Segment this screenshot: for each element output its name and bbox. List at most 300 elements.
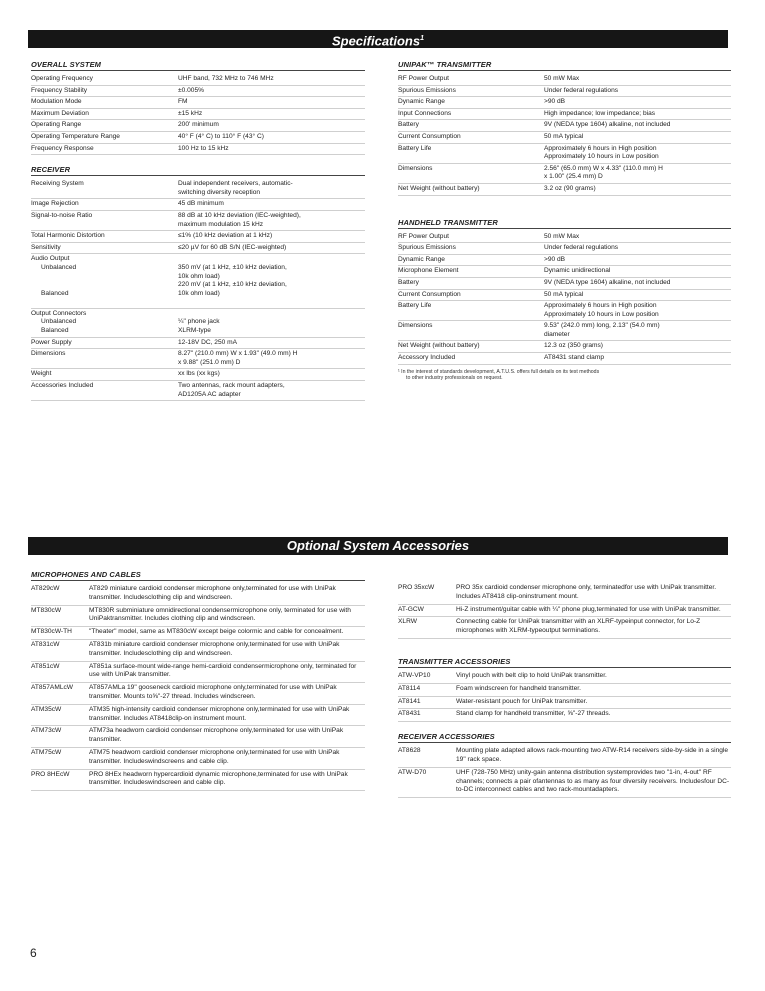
accessory-description-line: MT830R subminiature omnidirectional condenser <box>89 606 233 614</box>
accessory-model: ATM35cW <box>31 705 62 713</box>
accessory-model: MT830cW-TH <box>31 628 72 636</box>
spec-value-line: ¼" phone jack <box>178 318 220 326</box>
spec-value-line: 350 mV (at 1 kHz, ±10 kHz deviation, <box>178 263 287 271</box>
spec-row <box>31 211 365 231</box>
spec-row <box>398 120 731 132</box>
spec-value <box>544 279 731 288</box>
spec-label-text: Frequency Response <box>31 144 94 152</box>
spec-row <box>31 144 365 156</box>
spec-row <box>31 349 365 369</box>
spec-value-line: Approximately 10 hours in Low position <box>544 153 659 161</box>
spec-value-line: 10k ohm load) <box>178 289 220 297</box>
spec-row <box>398 74 731 86</box>
spec-label <box>398 98 544 107</box>
accessory-row <box>31 606 365 628</box>
spec-label-text: Sensitivity <box>31 243 61 251</box>
spec-value-line: ≤20 µV for 60 dB S/N (IEC-weighted) <box>178 243 287 251</box>
spec-value-line: 9.53" (242.0 mm) long, 2.13" (54.0 mm) <box>544 322 660 330</box>
spec-value <box>178 370 365 379</box>
transmitter-accessories-rows <box>398 671 731 722</box>
spec-value <box>544 145 731 162</box>
footnote-line: ¹ In the interest of standards development, A.T.U.S. offers full details on its test methods <box>398 368 600 375</box>
accessory-description-line: antennas to as many as four diversity receivers. Includes <box>538 777 705 785</box>
spec-value-line: switching diversity reception <box>178 188 261 196</box>
spec-value <box>544 244 731 253</box>
accessory-model: AT-GCW <box>398 605 424 613</box>
spec-label <box>31 200 178 209</box>
spec-value-line: diameter <box>544 330 570 338</box>
overall-system-section <box>31 60 365 155</box>
accessory-description <box>89 771 365 789</box>
microphones-rows-continued <box>398 583 731 639</box>
spec-label-text: Frequency Stability <box>31 86 88 94</box>
spec-label-text: Dimensions <box>31 350 66 358</box>
spec-value <box>544 87 731 96</box>
spec-row <box>398 232 731 244</box>
accessory-description-line: PRO 35x cardioid condenser microphone only, terminated <box>456 584 625 591</box>
accessory-description <box>89 641 365 659</box>
spec-value-line: Under federal regulations <box>544 244 619 252</box>
spec-label-text: Receiving System <box>31 180 84 188</box>
spec-label <box>398 256 544 265</box>
spec-label-text: Battery <box>398 121 419 129</box>
accessories-left-column <box>31 570 365 791</box>
spec-row <box>398 321 731 341</box>
spec-label-text: Operating Frequency <box>31 75 93 82</box>
accessory-description-line: output terminations. <box>542 627 601 635</box>
spec-label-text: Accessory Included <box>398 354 456 362</box>
spec-value <box>178 75 365 84</box>
spec-label <box>398 279 544 288</box>
accessory-model: AT8114 <box>398 684 421 692</box>
spec-label <box>398 291 544 300</box>
spec-value-line: Approximately 6 hours in High position <box>544 302 657 310</box>
accessory-description <box>89 585 365 603</box>
spec-value <box>544 165 731 182</box>
spec-value <box>544 233 731 242</box>
spec-label <box>398 267 544 276</box>
spec-value <box>178 310 365 336</box>
spec-row <box>398 164 731 184</box>
spec-value <box>544 354 731 363</box>
section-title: OVERALL SYSTEM <box>31 60 365 71</box>
accessory-description-line: windscreen and cable clip. <box>148 779 226 787</box>
accessory-description-line: clothing clip and windscreen. <box>148 649 233 657</box>
spec-value <box>544 342 731 351</box>
spec-label <box>398 75 544 84</box>
spec-value <box>178 145 365 154</box>
accessory-description-line: AT857AMLa 19" gooseneck cardioid microphone only, <box>89 684 247 692</box>
spec-value-line: 40° F (4° C) to 110° F (43° C) <box>178 132 264 140</box>
accessory-description-line: Stand clamp for handheld transmitter, ⅝"-27 threads. <box>456 710 611 718</box>
spec-value-line: 8.27" (210.0 mm) W x 1.93" (49.0 mm) H <box>178 350 298 358</box>
accessory-model: ATM75cW <box>31 748 62 756</box>
spec-value-line: ±0.005% <box>178 86 204 94</box>
spec-value-line: 100 Hz to 15 kHz <box>178 144 229 152</box>
accessory-row <box>398 617 731 639</box>
spec-label-text: Power Supply <box>31 338 72 346</box>
specs-left-column <box>31 60 365 401</box>
accessory-description-line: "Theater" model, same as MT830cW except beige color <box>89 628 253 636</box>
spec-label <box>398 244 544 253</box>
spec-label <box>31 212 178 229</box>
spec-row <box>398 109 731 121</box>
spec-value <box>178 180 365 197</box>
spec-label <box>398 322 544 339</box>
accessories-right-column <box>398 583 731 798</box>
spec-label-text: Signal-to-noise Ratio <box>31 211 93 219</box>
footnote <box>398 369 731 382</box>
spec-sublabel: Unbalanced <box>41 263 77 271</box>
spec-label <box>398 133 544 142</box>
accessory-model: AT8141 <box>398 697 421 705</box>
accessory-row <box>31 662 365 684</box>
spec-row <box>31 309 365 338</box>
spec-label-text: Audio Output <box>31 255 70 263</box>
accessory-row <box>31 748 365 770</box>
page-number: 6 <box>30 946 37 960</box>
section-title: RECEIVER ACCESSORIES <box>398 732 731 743</box>
spec-label <box>31 244 178 253</box>
spec-label <box>31 370 178 379</box>
spec-value-line: UHF band, 732 MHz to 746 MHz <box>178 75 274 82</box>
spec-row <box>31 199 365 211</box>
accessory-model: AT8628 <box>398 747 421 755</box>
section-title: RECEIVER <box>31 165 365 176</box>
handheld-section <box>398 218 731 382</box>
accessory-description-line: UHF (728-750 MHz) unity-gain antenna distribution system <box>456 768 628 776</box>
accessory-description-line: AT829 miniature cardioid condenser microphone only, <box>89 585 246 592</box>
spec-value-line <box>178 310 365 319</box>
accessory-description-line: Hi-Z instrument/guitar cable with ¼" phone plug, <box>456 605 597 613</box>
section-title: HANDHELD TRANSMITTER <box>398 218 731 229</box>
accessory-model: PRO 35xcW <box>398 584 435 591</box>
spec-label-text: Dimensions <box>398 322 433 330</box>
accessory-description-line: ATM73a headworn cardioid condenser microphone only, <box>89 727 254 735</box>
spec-value-line: 9V (NEDA type 1604) alkaline, not included <box>544 278 671 286</box>
accessory-description-line: four DC-to-DC interconnect cables and two rack-mount <box>456 777 730 794</box>
spec-label-text: Dynamic Range <box>398 98 445 106</box>
spec-value-line: 3.2 oz (90 grams) <box>544 184 596 192</box>
accessory-row <box>398 746 731 768</box>
spec-sublabel <box>31 273 178 282</box>
accessory-description-line: terminated for use with UniPak transmitter. Includes AT8418 <box>89 705 350 722</box>
spec-row <box>31 132 365 144</box>
spec-sublabel <box>31 281 178 290</box>
spec-label <box>398 233 544 242</box>
spec-row <box>31 254 365 309</box>
accessory-description <box>456 618 731 636</box>
accessory-description-line: windscreens and cable clip. <box>148 757 229 765</box>
accessory-description <box>89 727 365 745</box>
accessory-description <box>89 706 365 724</box>
spec-label <box>31 310 178 336</box>
accessory-row <box>31 705 365 727</box>
spec-row <box>398 144 731 164</box>
spec-row <box>31 231 365 243</box>
spec-value <box>178 200 365 209</box>
accessory-description-line: Vinyl pouch with belt clip to hold UniPak transmitter. <box>456 671 607 679</box>
accessory-row <box>398 671 731 684</box>
accessory-row <box>31 726 365 748</box>
accessory-description-line: mic and cable for concealment. <box>252 628 344 636</box>
accessory-row <box>31 683 365 705</box>
spec-label <box>31 232 178 241</box>
accessories-title: Optional System Accessories <box>286 538 470 553</box>
spec-label-text: Image Rejection <box>31 200 79 208</box>
spec-label-text: Battery <box>398 278 419 286</box>
spec-label-text: Maximum Deviation <box>31 109 89 117</box>
spec-row <box>31 120 365 132</box>
spec-value-line: Approximately 10 hours in Low position <box>544 310 659 318</box>
accessory-description-line: terminated for use with UniPak transmitter. Includes <box>89 585 336 601</box>
spec-row <box>398 97 731 109</box>
spec-value <box>178 350 365 367</box>
spec-row <box>31 381 365 401</box>
accessory-description-line: microphone only, terminated for use with UniPak <box>89 606 351 623</box>
spec-value-line: 200' minimum <box>178 121 219 129</box>
accessory-model: AT857AMLcW <box>31 684 74 692</box>
spec-value <box>544 291 731 300</box>
accessory-description-line: terminated for use with UniPak transmitter. Mounts to <box>89 684 337 700</box>
spec-label-text: Operating Range <box>31 121 82 129</box>
accessory-description <box>456 747 731 765</box>
accessory-description-line: terminated for use with UniPak transmitter. <box>89 727 344 744</box>
accessory-description-line: terminated for use with UniPak transmitter. Includes <box>89 770 348 787</box>
accessory-description-line: ⅝"-27 thread. Includes windscreen. <box>152 692 256 700</box>
spec-label-text: Total Harmonic Distortion <box>31 232 105 240</box>
spec-label-text: Current Consumption <box>398 132 461 140</box>
accessory-description-line: Mounting plate adapted allows rack-mounting two ATW- <box>456 747 619 755</box>
spec-value <box>544 121 731 130</box>
spec-label-text: Dynamic Range <box>398 255 445 263</box>
accessory-row <box>398 709 731 722</box>
accessory-description <box>456 698 731 707</box>
accessory-row <box>398 684 731 697</box>
accessory-model: AT831cW <box>31 640 60 648</box>
spec-value-line <box>178 255 365 264</box>
spec-row <box>31 338 365 350</box>
spec-row <box>31 179 365 199</box>
spec-label <box>31 98 178 107</box>
accessory-model: AT829cW <box>31 585 60 592</box>
spec-sublabel: Unbalanced <box>41 318 77 326</box>
accessory-description-line: transmitter. Includes clothing clip and windscreen. <box>110 615 256 623</box>
spec-row <box>398 243 731 255</box>
spec-value-line: 12.3 oz (350 grams) <box>544 342 604 350</box>
spec-value-line: 50 mW Max <box>544 232 580 240</box>
specs-right-column <box>398 60 731 382</box>
spec-label <box>31 339 178 348</box>
accessory-description-line: input connector, for Lo-Z microphones with XLRM-type <box>456 618 701 635</box>
accessory-description-line: clip-on instrument mount. <box>172 714 247 722</box>
spec-label <box>398 145 544 162</box>
spec-label <box>398 87 544 96</box>
spec-label <box>398 302 544 319</box>
accessory-description <box>456 685 731 694</box>
unipak-section <box>398 60 731 196</box>
spec-label <box>31 110 178 119</box>
spec-value-line: 50 mA typical <box>544 290 584 298</box>
spec-value <box>178 255 365 307</box>
spec-label-text: Battery Life <box>398 144 432 152</box>
spec-value <box>178 110 365 119</box>
accessory-row <box>31 627 365 640</box>
spec-value-line: >90 dB <box>544 98 566 106</box>
spec-label-text: Current Consumption <box>398 290 461 298</box>
spec-row <box>398 255 731 267</box>
spec-value-line: 45 dB minimum <box>178 200 224 208</box>
accessory-model: AT8431 <box>398 710 421 718</box>
spec-row <box>398 86 731 98</box>
microphones-rows <box>31 584 365 791</box>
spec-value <box>178 121 365 130</box>
spec-label-text: Input Connections <box>398 109 452 117</box>
spec-value-line: Two antennas, rack mount adapters, <box>178 382 285 390</box>
section-title: UNIPAK™ TRANSMITTER <box>398 60 731 71</box>
spec-sublabel: Balanced <box>41 289 69 297</box>
accessory-description <box>456 769 731 795</box>
spec-label-text: Dimensions <box>398 164 433 172</box>
spec-value <box>178 87 365 96</box>
spec-row <box>398 341 731 353</box>
spec-sublabel <box>31 298 178 307</box>
spec-row <box>398 301 731 321</box>
spec-value-line: 12-18V DC, 250 mA <box>178 338 238 346</box>
spec-value-line: 50 mW Max <box>544 75 580 82</box>
spec-value <box>544 256 731 265</box>
spec-value-line: High impedance; low impedance; bias <box>544 109 656 117</box>
accessory-description <box>89 749 365 767</box>
accessory-description-line: ATM35 high-intensity cardioid condenser microphone only, <box>89 705 260 713</box>
spec-label <box>31 75 178 84</box>
spec-value-line: ≤1% (10 kHz deviation at 1 kHz) <box>178 232 273 240</box>
accessory-row <box>398 605 731 618</box>
accessory-description-line: adapters. <box>591 786 620 794</box>
spec-label <box>31 87 178 96</box>
spec-value-line: Dynamic unidirectional <box>544 267 611 275</box>
accessory-description-line: Connecting cable for UniPak transmitter with an XLRF-type <box>456 618 629 626</box>
spec-label <box>31 180 178 197</box>
spec-row <box>398 132 731 144</box>
spec-value-line: Under federal regulations <box>544 86 619 94</box>
receiver-section <box>31 165 365 401</box>
accessory-row <box>31 770 365 792</box>
spec-value-line: xx lbs (xx kgs) <box>178 370 220 378</box>
spec-label <box>31 382 178 399</box>
spec-label-text: Weight <box>31 370 52 378</box>
accessory-description-line: for use with UniPak transmitter. Includes AT8418 clip-on <box>456 584 717 600</box>
spec-value <box>544 110 731 119</box>
spec-value <box>178 232 365 241</box>
spec-row <box>31 243 365 255</box>
accessory-description <box>456 710 731 719</box>
spec-label-text: Modulation Mode <box>31 98 82 106</box>
spec-value-line: ±15 kHz <box>178 109 203 117</box>
receiver-accessories-rows <box>398 746 731 798</box>
spec-value <box>544 133 731 142</box>
accessory-description-line: terminated for use with UniPak transmitter. Includes <box>89 640 340 657</box>
spec-label <box>31 121 178 130</box>
spec-row <box>31 109 365 121</box>
spec-value <box>544 322 731 339</box>
accessory-description-line: AT831b miniature cardioid condenser microphone only, <box>89 640 250 648</box>
footnote-mark: 1 <box>420 35 425 42</box>
spec-value-line: 10k ohm load) <box>178 272 220 280</box>
spec-value-line: Dual independent receivers, automatic- <box>178 180 293 188</box>
accessory-description <box>456 606 731 615</box>
accessory-description <box>89 607 365 625</box>
spec-label-text: Output Connectors <box>31 309 87 317</box>
unipak-rows <box>398 74 731 196</box>
spec-label-text: RF Power Output <box>398 75 449 82</box>
spec-label <box>398 354 544 363</box>
accessory-description-line: provides two "1-in, 4-out" RF channels; connects a pair of <box>456 768 712 785</box>
handheld-rows <box>398 232 731 365</box>
spec-row <box>398 184 731 196</box>
accessory-description-line: ATM75 headworn cardioid condenser microphone only, <box>89 748 250 756</box>
spec-value <box>544 185 731 194</box>
spec-value-line: x 1.00" (25.4 mm) D <box>544 173 603 181</box>
accessory-description <box>89 628 365 637</box>
accessory-model: AT851cW <box>31 662 60 670</box>
accessory-description-line: Foam windscreen for handheld transmitter. <box>456 684 581 692</box>
accessory-description-line: AT851a surface-mount wide-range hemi-cardioid condenser <box>89 662 265 670</box>
spec-row <box>398 266 731 278</box>
spec-value <box>178 244 365 253</box>
spec-label <box>398 110 544 119</box>
spec-label-text: Spurious Emissions <box>398 244 456 252</box>
spec-label <box>398 121 544 130</box>
spec-value-line: x 9.88" (251.0 mm) D <box>178 358 241 366</box>
spec-label-text: Spurious Emissions <box>398 86 456 94</box>
receiver-rows <box>31 179 365 401</box>
footnote-line: to other industry professionals on request. <box>406 375 503 382</box>
spec-label-text: Net Weight (without battery) <box>398 342 480 350</box>
spec-label <box>398 185 544 194</box>
section-title: TRANSMITTER ACCESSORIES <box>398 657 731 668</box>
specifications-title: Specifications <box>331 33 421 49</box>
spec-label <box>398 165 544 182</box>
accessory-description-line: Water-resistant pouch for UniPak transmitter. <box>456 697 588 705</box>
spec-value <box>544 302 731 319</box>
accessory-model: MT830cW <box>31 606 62 614</box>
spec-label <box>31 133 178 142</box>
spec-value <box>178 339 365 348</box>
spec-value-line: 2.56" (65.0 mm) W x 4.33" (110.0 mm) H <box>544 164 663 172</box>
accessory-row <box>31 640 365 662</box>
spec-row <box>398 278 731 290</box>
accessory-description <box>89 663 365 681</box>
spec-row <box>31 97 365 109</box>
spec-label <box>31 350 178 367</box>
spec-row <box>398 353 731 365</box>
accessory-model: XLRW <box>398 618 417 626</box>
specifications-banner <box>28 30 728 48</box>
spec-value-line: AD1205A AC adapter <box>178 390 241 398</box>
spec-value-line: 220 mV (at 1 kHz, ±10 kHz deviation, <box>178 281 287 289</box>
accessory-description-line: R14 receivers side-by-side in a single 19" rack space. <box>456 747 729 763</box>
spec-label-text: Accessories Included <box>31 382 94 390</box>
accessory-model: ATW-D70 <box>398 768 427 776</box>
accessories-banner <box>28 537 728 555</box>
spec-value-line: AT8431 stand clamp <box>544 354 604 362</box>
accessory-description-line: terminated for use with UniPak transmitter. Includes <box>89 748 340 765</box>
accessory-row <box>398 697 731 710</box>
spec-value <box>544 267 731 276</box>
spec-value-line: 88 dB at 10 kHz deviation (IEC-weighted), <box>178 211 301 219</box>
spec-row <box>31 74 365 86</box>
